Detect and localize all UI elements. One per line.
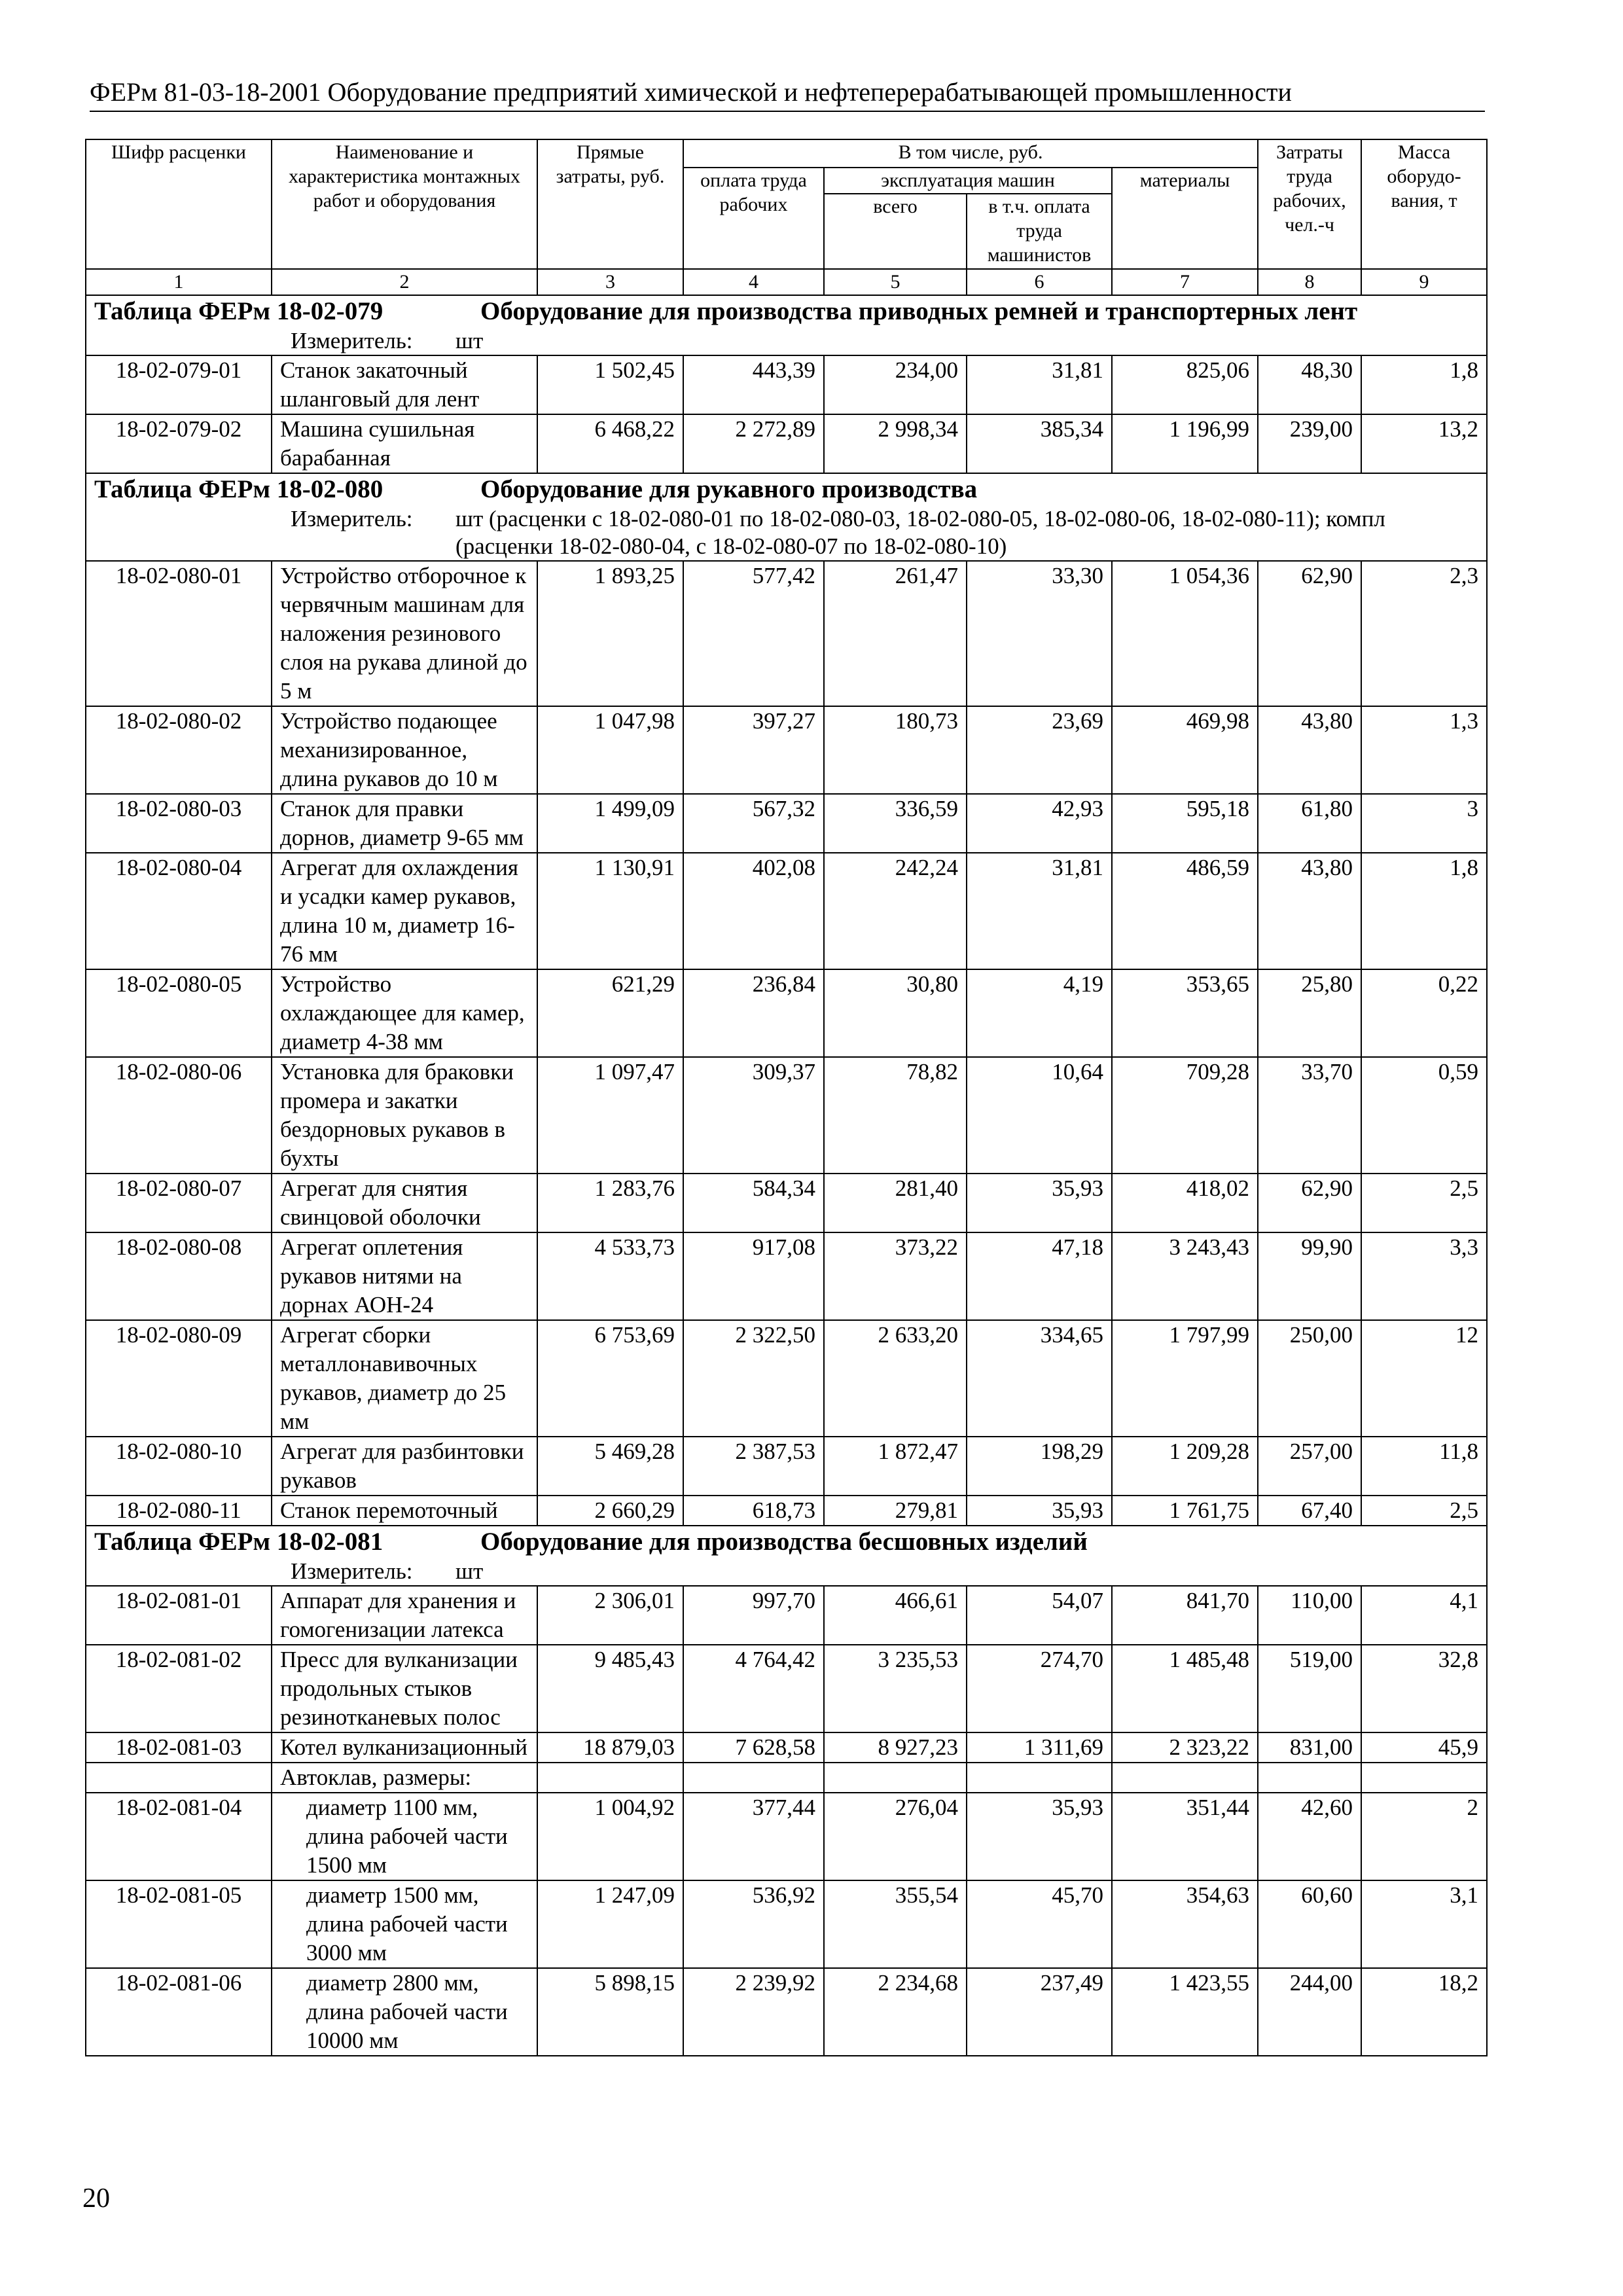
rate-hours: 239,00 (1258, 414, 1361, 473)
rates-table (85, 139, 1488, 2056)
rate-direct: 1 283,76 (537, 1174, 683, 1232)
table-section-title (86, 1526, 1487, 1558)
rate-hours: 61,80 (1258, 794, 1361, 853)
table-unit-cell (86, 1558, 1487, 1586)
rate-labor: 2 272,89 (683, 414, 824, 473)
rate-code: 18-02-080-04 (86, 853, 272, 969)
rate-machinists: 33,30 (967, 561, 1112, 706)
rate-name: Пресс для вулканизации продольных стыков резинотканевых полос (272, 1645, 537, 1732)
rate-materials: 1 485,48 (1112, 1645, 1258, 1732)
group-code-cell (86, 1763, 272, 1793)
column-number: 4 (683, 269, 824, 295)
rate-direct: 6 468,22 (537, 414, 683, 473)
rate-materials: 841,70 (1112, 1586, 1258, 1645)
col-header-machines: эксплуатация машин (824, 168, 1112, 194)
unit-label: Измеритель: (291, 328, 413, 353)
rate-machinists: 47,18 (967, 1232, 1112, 1320)
table-title: Оборудование для производства бесшовных изделий (480, 1528, 1088, 1556)
rate-hours: 519,00 (1258, 1645, 1361, 1732)
group-empty-cell (824, 1763, 967, 1793)
rate-hours: 110,00 (1258, 1586, 1361, 1645)
rate-machines: 276,04 (824, 1793, 967, 1880)
rate-name: Установка для браковки промера и закатки бездорновых рукавов в бухты (272, 1057, 537, 1174)
rate-materials: 351,44 (1112, 1793, 1258, 1880)
rate-machines: 8 927,23 (824, 1732, 967, 1763)
rate-name: Аппарат для хранения и гомогенизации латекса (272, 1586, 537, 1645)
rate-mass: 3 (1361, 794, 1487, 853)
rate-name: Агрегат для разбинтовки рукавов (272, 1437, 537, 1496)
col-header-machines-total: всего (824, 194, 967, 269)
rate-code: 18-02-080-05 (86, 969, 272, 1057)
rate-hours: 60,60 (1258, 1880, 1361, 1968)
rate-code: 18-02-080-10 (86, 1437, 272, 1496)
rate-labor: 997,70 (683, 1586, 824, 1645)
rate-machinists: 198,29 (967, 1437, 1112, 1496)
rate-labor: 577,42 (683, 561, 824, 706)
table-row (86, 794, 1487, 853)
unit-wrap (94, 327, 1478, 355)
rate-direct: 18 879,03 (537, 1732, 683, 1763)
unit-wrap (94, 505, 1478, 560)
rate-code: 18-02-080-02 (86, 706, 272, 794)
rate-hours: 33,70 (1258, 1057, 1361, 1174)
rate-code: 18-02-081-03 (86, 1732, 272, 1763)
rate-direct: 1 097,47 (537, 1057, 683, 1174)
rate-name: Устройство подающее механизированное, длина рукавов до 10 м (272, 706, 537, 794)
rate-direct: 2 306,01 (537, 1586, 683, 1645)
rate-hours: 67,40 (1258, 1496, 1361, 1526)
col-header-direct: Прямые затраты, руб. (537, 139, 683, 269)
rate-code: 18-02-081-05 (86, 1880, 272, 1968)
rate-direct: 6 753,69 (537, 1320, 683, 1437)
table-section-title-row (86, 295, 1487, 327)
rate-machinists: 385,34 (967, 414, 1112, 473)
table-id: Таблица ФЕРм 18-02-081 (94, 1528, 383, 1556)
rate-code: 18-02-079-02 (86, 414, 272, 473)
rate-code: 18-02-079-01 (86, 355, 272, 414)
rate-labor: 402,08 (683, 853, 824, 969)
rate-machinists: 4,19 (967, 969, 1112, 1057)
group-label: Автоклав, размеры: (272, 1763, 537, 1793)
rate-direct: 5 469,28 (537, 1437, 683, 1496)
unit-label: Измеритель: (291, 506, 413, 531)
rate-materials: 595,18 (1112, 794, 1258, 853)
rate-machinists: 23,69 (967, 706, 1112, 794)
rate-name: Станок перемоточный (272, 1496, 537, 1526)
table-unit-row (86, 505, 1487, 561)
group-empty-cell (1361, 1763, 1487, 1793)
col-header-incl: В том числе, руб. (683, 139, 1258, 168)
rate-machinists: 31,81 (967, 355, 1112, 414)
rate-machinists: 274,70 (967, 1645, 1112, 1732)
rate-hours: 257,00 (1258, 1437, 1361, 1496)
unit-label: Измеритель: (291, 1558, 413, 1584)
rate-mass: 2,5 (1361, 1174, 1487, 1232)
rate-direct: 1 502,45 (537, 355, 683, 414)
rate-machines: 234,00 (824, 355, 967, 414)
table-row (86, 1057, 1487, 1174)
document-header: ФЕРм 81-03-18-2001 Оборудование предприятий химической и нефтеперерабатывающей промышленности (90, 74, 1485, 112)
column-number: 6 (967, 269, 1112, 295)
table-row (86, 355, 1487, 414)
rate-labor: 567,32 (683, 794, 824, 853)
rate-direct: 621,29 (537, 969, 683, 1057)
rate-materials: 354,63 (1112, 1880, 1258, 1968)
rate-hours: 25,80 (1258, 969, 1361, 1057)
group-row (86, 1763, 1487, 1793)
group-empty-cell (537, 1763, 683, 1793)
rate-name: диаметр 2800 мм, длина рабочей части 10000 мм (272, 1968, 537, 2056)
rate-machinists: 10,64 (967, 1057, 1112, 1174)
rate-machines: 466,61 (824, 1586, 967, 1645)
rate-direct: 2 660,29 (537, 1496, 683, 1526)
rate-code: 18-02-081-01 (86, 1586, 272, 1645)
column-number: 2 (272, 269, 537, 295)
rate-mass: 2 (1361, 1793, 1487, 1880)
rate-machinists: 1 311,69 (967, 1732, 1112, 1763)
rate-materials: 353,65 (1112, 969, 1258, 1057)
group-empty-cell (1112, 1763, 1258, 1793)
table-row (86, 1586, 1487, 1645)
table-section-title-row (86, 473, 1487, 505)
table-section-title (86, 473, 1487, 505)
col-header-hours: Затраты труда рабочих, чел.-ч (1258, 139, 1361, 269)
rate-machines: 30,80 (824, 969, 967, 1057)
rate-name: Агрегат для снятия свинцовой оболочки (272, 1174, 537, 1232)
table-body (86, 139, 1487, 2056)
rate-direct: 1 499,09 (537, 794, 683, 853)
rate-mass: 32,8 (1361, 1645, 1487, 1732)
table-row (86, 414, 1487, 473)
rate-materials: 2 323,22 (1112, 1732, 1258, 1763)
rate-hours: 42,60 (1258, 1793, 1361, 1880)
rate-machines: 3 235,53 (824, 1645, 967, 1732)
rate-code: 18-02-080-01 (86, 561, 272, 706)
rate-machinists: 35,93 (967, 1496, 1112, 1526)
rate-labor: 309,37 (683, 1057, 824, 1174)
rate-machinists: 237,49 (967, 1968, 1112, 2056)
col-header-code: Шифр расценки (86, 139, 272, 269)
column-number: 8 (1258, 269, 1361, 295)
rate-name: Агрегат для охлаждения и усадки камер рукавов, длина 10 м, диаметр 16-76 мм (272, 853, 537, 969)
col-header-name: Наименование и характеристика монтажных работ и оборудования (272, 139, 537, 269)
page-number: 20 (82, 2183, 110, 2214)
rate-labor: 397,27 (683, 706, 824, 794)
rate-name: диаметр 1100 мм, длина рабочей части 1500 мм (272, 1793, 537, 1880)
table-row (86, 1232, 1487, 1320)
rate-hours: 62,90 (1258, 1174, 1361, 1232)
rate-labor: 377,44 (683, 1793, 824, 1880)
rate-materials: 709,28 (1112, 1057, 1258, 1174)
rate-materials: 1 209,28 (1112, 1437, 1258, 1496)
rate-machinists: 54,07 (967, 1586, 1112, 1645)
rate-machines: 2 998,34 (824, 414, 967, 473)
unit-value: шт (455, 328, 484, 353)
rate-mass: 3,1 (1361, 1880, 1487, 1968)
group-empty-cell (967, 1763, 1112, 1793)
rate-mass: 1,3 (1361, 706, 1487, 794)
rate-direct: 5 898,15 (537, 1968, 683, 2056)
rate-code: 18-02-080-07 (86, 1174, 272, 1232)
rate-mass: 2,3 (1361, 561, 1487, 706)
table-unit-cell (86, 505, 1487, 561)
rate-mass: 1,8 (1361, 853, 1487, 969)
rate-machinists: 35,93 (967, 1174, 1112, 1232)
table-row (86, 1880, 1487, 1968)
table-row (86, 561, 1487, 706)
table-row (86, 1496, 1487, 1526)
rate-hours: 48,30 (1258, 355, 1361, 414)
rate-machinists: 334,65 (967, 1320, 1112, 1437)
rate-materials: 825,06 (1112, 355, 1258, 414)
rate-machinists: 42,93 (967, 794, 1112, 853)
rate-machines: 279,81 (824, 1496, 967, 1526)
table-row (86, 1793, 1487, 1880)
table-row (86, 1437, 1487, 1496)
rate-name: Агрегат сборки металлонавивочных рукавов, диаметр до 25 мм (272, 1320, 537, 1437)
rate-mass: 13,2 (1361, 414, 1487, 473)
rate-machines: 78,82 (824, 1057, 967, 1174)
rate-name: Котел вулканизационный (272, 1732, 537, 1763)
rate-materials: 3 243,43 (1112, 1232, 1258, 1320)
table-id: Таблица ФЕРм 18-02-079 (94, 297, 383, 325)
rate-labor: 917,08 (683, 1232, 824, 1320)
rate-hours: 43,80 (1258, 853, 1361, 969)
column-number: 5 (824, 269, 967, 295)
rate-machines: 1 872,47 (824, 1437, 967, 1496)
table-section-title-row (86, 1526, 1487, 1558)
rate-materials: 1 797,99 (1112, 1320, 1258, 1437)
rate-code: 18-02-081-04 (86, 1793, 272, 1880)
rate-materials: 486,59 (1112, 853, 1258, 969)
rate-labor: 236,84 (683, 969, 824, 1057)
rate-code: 18-02-080-09 (86, 1320, 272, 1437)
rate-mass: 11,8 (1361, 1437, 1487, 1496)
col-header-materials: материалы (1112, 168, 1258, 269)
table-title: Оборудование для производства приводных ремней и транспортерных лент (480, 297, 1358, 325)
rate-mass: 4,1 (1361, 1586, 1487, 1645)
column-number: 3 (537, 269, 683, 295)
rate-machines: 373,22 (824, 1232, 967, 1320)
rate-direct: 1 247,09 (537, 1880, 683, 1968)
rate-mass: 18,2 (1361, 1968, 1487, 2056)
rate-name: диаметр 1500 мм, длина рабочей части 3000 мм (272, 1880, 537, 1968)
column-number: 1 (86, 269, 272, 295)
rate-materials: 1 423,55 (1112, 1968, 1258, 2056)
rate-labor: 2 322,50 (683, 1320, 824, 1437)
rate-mass: 0,22 (1361, 969, 1487, 1057)
column-number: 9 (1361, 269, 1487, 295)
rate-machinists: 45,70 (967, 1880, 1112, 1968)
rate-name: Агрегат оплетения рукавов нитями на дорнах АОН-24 (272, 1232, 537, 1320)
table-unit-row (86, 327, 1487, 355)
table-unit-cell (86, 327, 1487, 355)
rate-labor: 536,92 (683, 1880, 824, 1968)
rate-materials: 469,98 (1112, 706, 1258, 794)
rate-hours: 831,00 (1258, 1732, 1361, 1763)
rate-mass: 1,8 (1361, 355, 1487, 414)
rate-hours: 244,00 (1258, 1968, 1361, 2056)
table-id: Таблица ФЕРм 18-02-080 (94, 475, 383, 503)
column-numbers-row (86, 269, 1487, 295)
table-row (86, 1968, 1487, 2056)
rate-machinists: 35,93 (967, 1793, 1112, 1880)
rate-name: Станок закаточный шланговый для лент (272, 355, 537, 414)
rate-direct: 1 047,98 (537, 706, 683, 794)
rate-code: 18-02-080-11 (86, 1496, 272, 1526)
rate-labor: 2 239,92 (683, 1968, 824, 2056)
table-unit-row (86, 1558, 1487, 1586)
rate-code: 18-02-081-02 (86, 1645, 272, 1732)
rate-labor: 2 387,53 (683, 1437, 824, 1496)
table-row (86, 1174, 1487, 1232)
rate-machines: 2 633,20 (824, 1320, 967, 1437)
rate-materials: 418,02 (1112, 1174, 1258, 1232)
rate-hours: 43,80 (1258, 706, 1361, 794)
group-empty-cell (683, 1763, 824, 1793)
group-empty-cell (1258, 1763, 1361, 1793)
rate-materials: 1 054,36 (1112, 561, 1258, 706)
rate-code: 18-02-080-06 (86, 1057, 272, 1174)
table-row (86, 1645, 1487, 1732)
unit-value: шт (455, 1558, 484, 1584)
rate-code: 18-02-080-03 (86, 794, 272, 853)
rate-labor: 7 628,58 (683, 1732, 824, 1763)
table-row (86, 853, 1487, 969)
rate-machines: 355,54 (824, 1880, 967, 1968)
column-number: 7 (1112, 269, 1258, 295)
unit-wrap (94, 1558, 1478, 1585)
rate-hours: 99,90 (1258, 1232, 1361, 1320)
rate-machines: 281,40 (824, 1174, 967, 1232)
col-header-mass: Масса оборудо-вания, т (1361, 139, 1487, 269)
table-row (86, 1732, 1487, 1763)
rate-direct: 4 533,73 (537, 1232, 683, 1320)
rate-direct: 1 004,92 (537, 1793, 683, 1880)
rate-direct: 1 130,91 (537, 853, 683, 969)
rate-machinists: 31,81 (967, 853, 1112, 969)
unit-value: шт (расценки с 18-02-080-01 по 18-02-080-03, 18-02-080-05, 18-02-080-06, 18-02-080-11); компл (расценки 18-02-080-04, с 18-02-080-07 по 18-02-080-10) (455, 506, 1385, 559)
rate-materials: 1 761,75 (1112, 1496, 1258, 1526)
rate-direct: 9 485,43 (537, 1645, 683, 1732)
rate-direct: 1 893,25 (537, 561, 683, 706)
rate-name: Устройство охлаждающее для камер, диаметр 4-38 мм (272, 969, 537, 1057)
rate-labor: 584,34 (683, 1174, 824, 1232)
rate-machines: 261,47 (824, 561, 967, 706)
rate-machines: 336,59 (824, 794, 967, 853)
rate-hours: 250,00 (1258, 1320, 1361, 1437)
table-row (86, 706, 1487, 794)
table-section-title (86, 295, 1487, 327)
col-header-labor: оплата труда рабочих (683, 168, 824, 269)
rate-materials: 1 196,99 (1112, 414, 1258, 473)
rate-hours: 62,90 (1258, 561, 1361, 706)
rate-mass: 0,59 (1361, 1057, 1487, 1174)
rate-mass: 12 (1361, 1320, 1487, 1437)
rate-mass: 45,9 (1361, 1732, 1487, 1763)
rate-mass: 3,3 (1361, 1232, 1487, 1320)
rate-machines: 242,24 (824, 853, 967, 969)
rate-code: 18-02-081-06 (86, 1968, 272, 2056)
table-title: Оборудование для рукавного производства (480, 475, 978, 503)
rate-labor: 4 764,42 (683, 1645, 824, 1732)
rate-name: Станок для правки дорнов, диаметр 9-65 мм (272, 794, 537, 853)
rate-machines: 2 234,68 (824, 1968, 967, 2056)
rate-code: 18-02-080-08 (86, 1232, 272, 1320)
table-row (86, 1320, 1487, 1437)
rate-labor: 618,73 (683, 1496, 824, 1526)
rate-labor: 443,39 (683, 355, 824, 414)
rate-mass: 2,5 (1361, 1496, 1487, 1526)
rate-machines: 180,73 (824, 706, 967, 794)
table-row (86, 969, 1487, 1057)
col-header-machinists: в т.ч. оплата труда машинистов (967, 194, 1112, 269)
rate-name: Устройство отборочное к червячным машинам для наложения резинового слоя на рукава длиной до 5 м (272, 561, 537, 706)
rate-name: Машина сушильная барабанная (272, 414, 537, 473)
